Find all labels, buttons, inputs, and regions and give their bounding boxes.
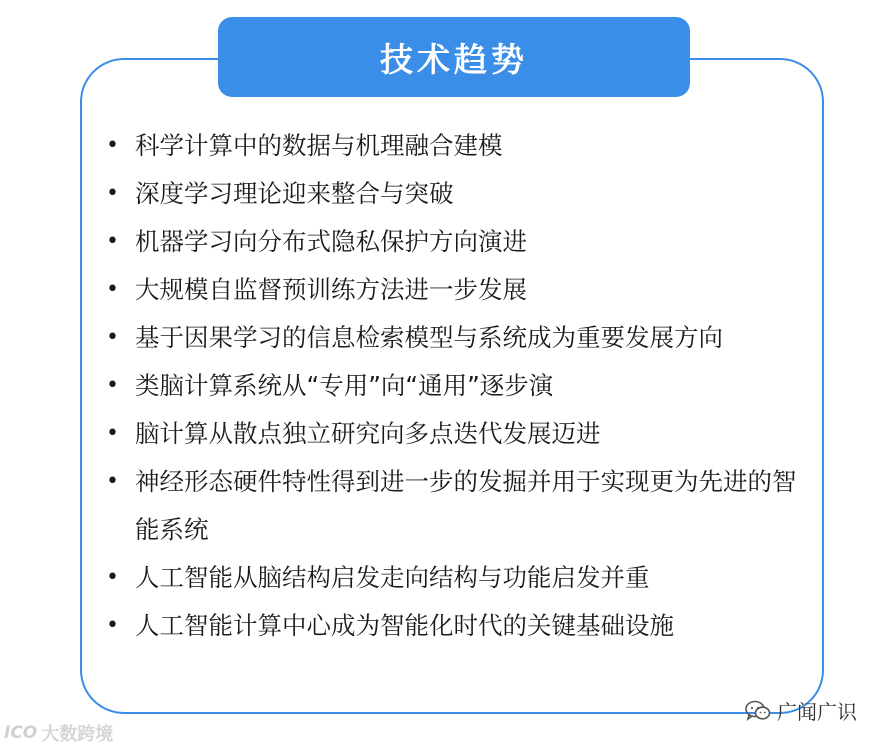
bullet-icon: • [106, 133, 119, 158]
bullet-icon: • [106, 565, 119, 590]
list-item-text: 大规模自监督预训练方法进一步发展 [135, 275, 527, 304]
list-item [104, 266, 804, 314]
list-item [104, 170, 804, 218]
list-item-text: 科学计算中的数据与机理融合建模 [135, 131, 503, 160]
bullet-icon: • [106, 421, 119, 446]
bullet-icon: • [106, 469, 119, 494]
trend-list [104, 122, 804, 650]
watermark-logo: ICO [4, 723, 38, 743]
list-item [104, 122, 804, 170]
bullet-icon: • [106, 277, 119, 302]
list-item [104, 554, 804, 602]
list-item [104, 218, 804, 266]
bullet-icon: • [106, 373, 119, 398]
list-item-text: 机器学习向分布式隐私保护方向演进 [135, 227, 527, 256]
watermark-account-name: 广闻广识 [777, 700, 857, 724]
list-item [104, 314, 804, 362]
list-item [104, 362, 804, 410]
list-item-text: 神经形态硬件特性得到进一步的发掘并用于实现更为先进的智能系统 [135, 467, 797, 544]
list-item-text: 脑计算从散点独立研究向多点迭代发展迈进 [135, 419, 601, 448]
list-item [104, 602, 804, 650]
title-banner [218, 17, 690, 97]
watermark-text: 大数跨境 [41, 724, 114, 745]
watermark-left [4, 720, 113, 746]
list-item-text: 基于因果学习的信息检索模型与系统成为重要发展方向 [135, 323, 723, 352]
page-title: 技术趋势 [380, 39, 528, 79]
list-item [104, 458, 804, 554]
bullet-icon: • [106, 325, 119, 350]
list-item-text: 人工智能从脑结构启发走向结构与功能启发并重 [135, 563, 650, 592]
list-item [104, 410, 804, 458]
bullet-icon: • [106, 181, 119, 206]
list-item-text: 类脑计算系统从“专用”向“通用”逐步演 [135, 371, 554, 400]
watermark-right [745, 696, 857, 725]
bullet-icon: • [106, 613, 119, 638]
bullet-icon: • [106, 229, 119, 254]
list-item-text: 人工智能计算中心成为智能化时代的关键基础设施 [135, 611, 674, 640]
list-item-text: 深度学习理论迎来整合与突破 [135, 179, 454, 208]
wechat-icon [745, 700, 771, 722]
